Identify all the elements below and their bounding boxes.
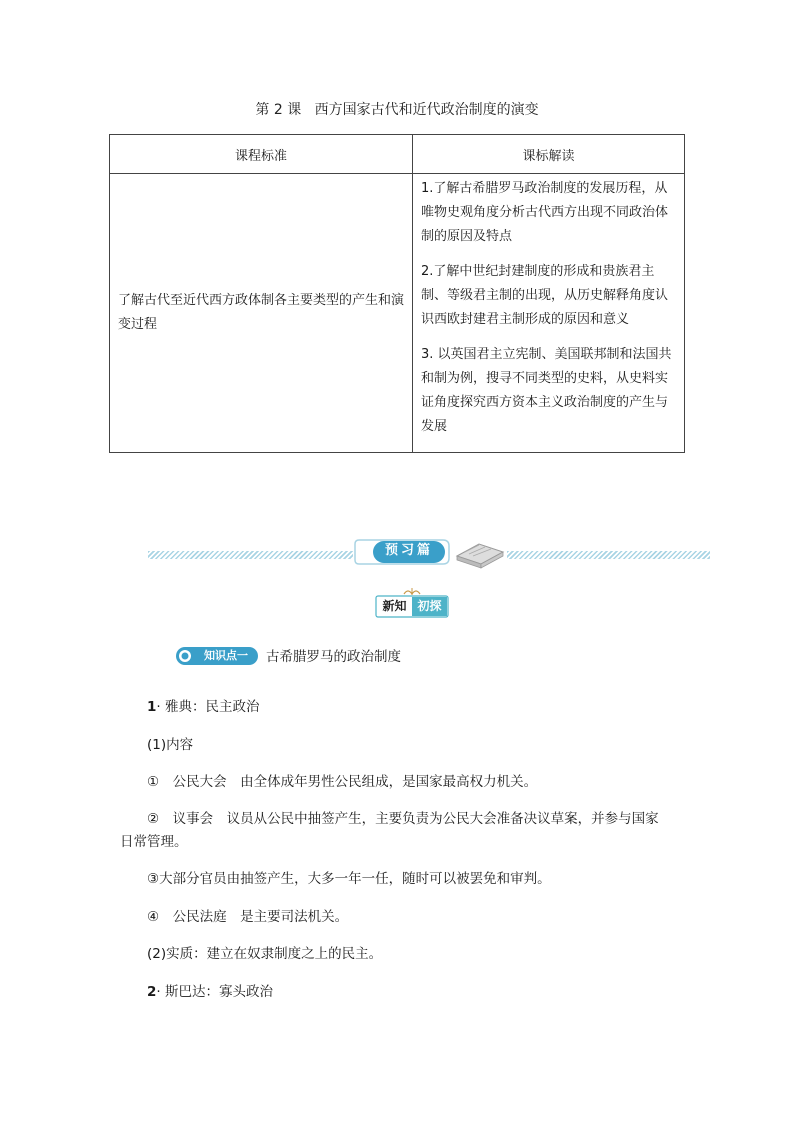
divider-stripe-right <box>507 551 710 559</box>
knowledge-point-label: 知识点一 <box>204 649 248 662</box>
subsection-essence: (2)实质：建立在奴隶制度之上的民主。 <box>147 946 383 962</box>
knowledge-point-title: 古希腊罗马的政治制度 <box>266 649 401 665</box>
item-2-line-2: 日常管理。 <box>120 834 188 850</box>
page-title <box>0 99 794 119</box>
item-1: ① 公民大会 由全体成年男性公民组成，是国家最高权力机关。 <box>147 774 538 790</box>
subsection-content: (1)内容 <box>147 737 194 753</box>
book-sparkle-icon <box>404 588 420 595</box>
preview-banner-label: 预习篇 <box>384 543 433 558</box>
section-1-number: 1 <box>147 699 157 715</box>
book-icon <box>457 544 503 568</box>
section-2-title: · 斯巴达：寡头政治 <box>156 984 273 1000</box>
section-tag-part1: 新知 <box>382 599 407 613</box>
standards-table <box>109 134 685 453</box>
section-2-number: 2 <box>147 984 157 1000</box>
standard-cell: 了解古代至近代西方政体制各主要类型的产生和演变过程 <box>110 174 413 453</box>
interpretation-item: 1.了解古希腊罗马政治制度的发展历程，从唯物史观角度分析古代西方出现不同政治体制的原因及特点 <box>421 181 669 244</box>
lesson-title: 西方国家古代和近代政治制度的演变 <box>314 102 539 118</box>
section-1-heading <box>147 695 260 715</box>
interpretation-cell <box>413 174 685 453</box>
item-4: ④ 公民法庭 是主要司法机关。 <box>147 909 349 925</box>
interpretation-item: 3. 以英国君主立宪制、美国联邦制和法国共和制为例，搜寻不同类型的史料，从史料实证角度探究西方资本主义政治制度的产生与发展 <box>421 347 672 434</box>
header-interpretation: 课标解读 <box>413 135 685 174</box>
section-2-heading <box>147 980 273 1000</box>
item-3: ③大部分官员由抽签产生，大多一年一任，随时可以被罢免和审判。 <box>147 871 551 887</box>
item-2-line-1: ② 议事会 议员从公民中抽签产生，主要负责为公民大会准备决议草案，并参与国家 <box>147 811 659 827</box>
divider-stripe-left <box>148 551 353 559</box>
header-standard: 课程标准 <box>110 135 413 174</box>
interpretation-item: 2.了解中世纪封建制度的形成和贵族君主制、等级君主制的出现，从历史解释角度认识西欧封建君主制形成的原因和意义 <box>421 264 669 327</box>
section-tag-part2: 初探 <box>417 599 442 613</box>
lesson-number: 第 2 课 <box>255 102 302 118</box>
section-1-title: · 雅典：民主政治 <box>156 699 260 715</box>
